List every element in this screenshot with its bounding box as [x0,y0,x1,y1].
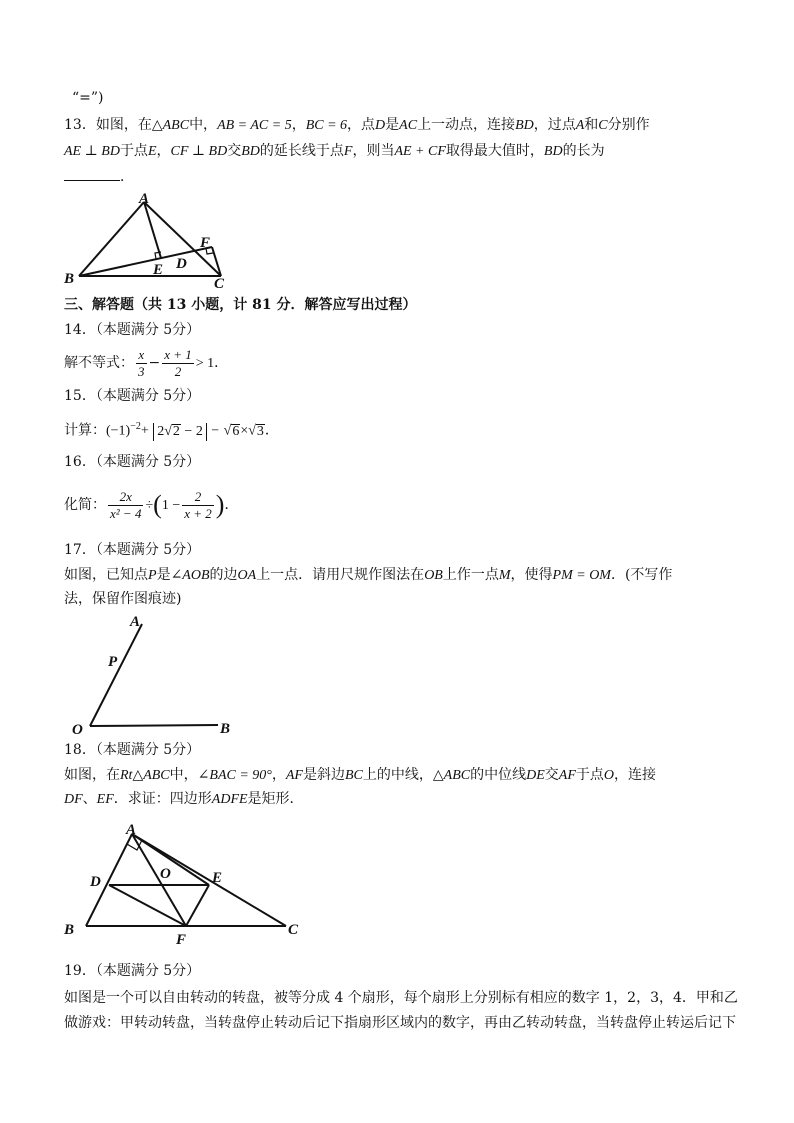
label-p: P [108,654,118,670]
q17-angle-figure [70,612,250,737]
label-a: A [139,192,150,207]
q16-body: 化简： $\frac{2x}{\text{x² − 4}}$ ÷(1 − $\frac{2}{x + 2}$ )． [64,488,239,521]
q13-line-1: 13．如图，在△ABC中，AB = AC = 5，BC = 6，点D是AC上一动点，连接BD，过点A和C分别作 [64,117,650,133]
seg-ef [186,885,209,926]
q13-line-2: AE ⊥ BD于点E，CF ⊥ BD交BD的延长线于点F，则当AE + CF取得最大值时，BD的长为 [64,143,605,159]
q15-header: 15．（本题满分 5分） [64,388,201,404]
prev-question-fragment: “=”) [72,90,104,106]
q17-line-2: 法，保留作图痕迹) [64,591,182,607]
q15-body: 计算：$(-1)^{-2}+ 2√2 - 2 - √6\times√3$． [64,421,279,439]
q16-fraction-1: $\frac{2x}{\text{x² − 4}}$ [110,488,142,521]
label-o: O [160,866,171,882]
q14-fraction-1: $\frac{x}{3}$ [138,346,145,379]
label-b: B [64,922,75,938]
q18-header: 18．（本题满分 5分） [64,742,201,758]
label-d: D [176,256,187,272]
q15-absolute-value: 2√2 − 2 [153,423,207,441]
q14-header: 14．（本题满分 5分） [64,322,201,338]
q18-line-2: DF、EF．求证：四边形ADFE是矩形． [64,791,304,807]
q17-line-1: 如图，已知点P是∠AOB的边OA上一点．请用尺规作图法在OB上作一点M，使得PM = OM．(不写作 [64,567,673,583]
q18-rectangle-figure [60,818,310,948]
q16-header: 16．（本题满分 5分） [64,454,201,470]
label-e: E [212,870,223,886]
label-c: C [214,276,225,292]
q18-line-1: 如图，在Rt△ABC中，∠BAC = 90°，AF是斜边BC上的中线，△ABC的中位线DE交AF于点O，连接 [64,767,656,783]
answer-blank[interactable] [64,166,120,181]
label-b: B [64,271,75,287]
q13-answer-line: ． [64,166,744,187]
label-e: E [153,262,164,278]
seg-bf [79,247,212,276]
q19-line-1: 如图是一个可以自由转动的转盘，被等分成 4 个扇形，每个扇形上分别标有相应的数字 1，2，3，4．甲和乙 [64,990,738,1006]
q17-header: 17．（本题满分 5分） [64,542,201,558]
label-a: A [126,822,137,838]
q19-line-2: 做游戏：甲转动转盘，当转盘停止转动后记下指扇形区域内的数字，再由乙转动转盘，当转盘停止转运后记下 [64,1015,736,1031]
ray-oa [90,624,142,726]
section-3-title: 三、解答题（共 13 小题，计 81 分．解答应写出过程） [64,297,417,313]
label-b: B [220,721,231,737]
label-a: A [130,614,141,630]
q14-fraction-2: $\frac{x + 1}{2}$ [164,346,192,379]
label-o: O [72,722,83,737]
seg-ac [132,834,286,926]
label-f: F [200,235,211,251]
label-c: C [288,922,299,938]
label-f: F [176,932,187,948]
ray-ob [90,725,218,726]
q14-body: 解不等式： $\frac{x}{3}$ − $\frac{x + 1}{2}$ > 1． [64,346,229,379]
q16-fraction-2: $\frac{2}{x + 2}$ [184,488,212,521]
label-d: D [90,874,101,890]
q13-triangle-figure [60,192,240,292]
q19-header: 19．（本题满分 5分） [64,963,201,979]
